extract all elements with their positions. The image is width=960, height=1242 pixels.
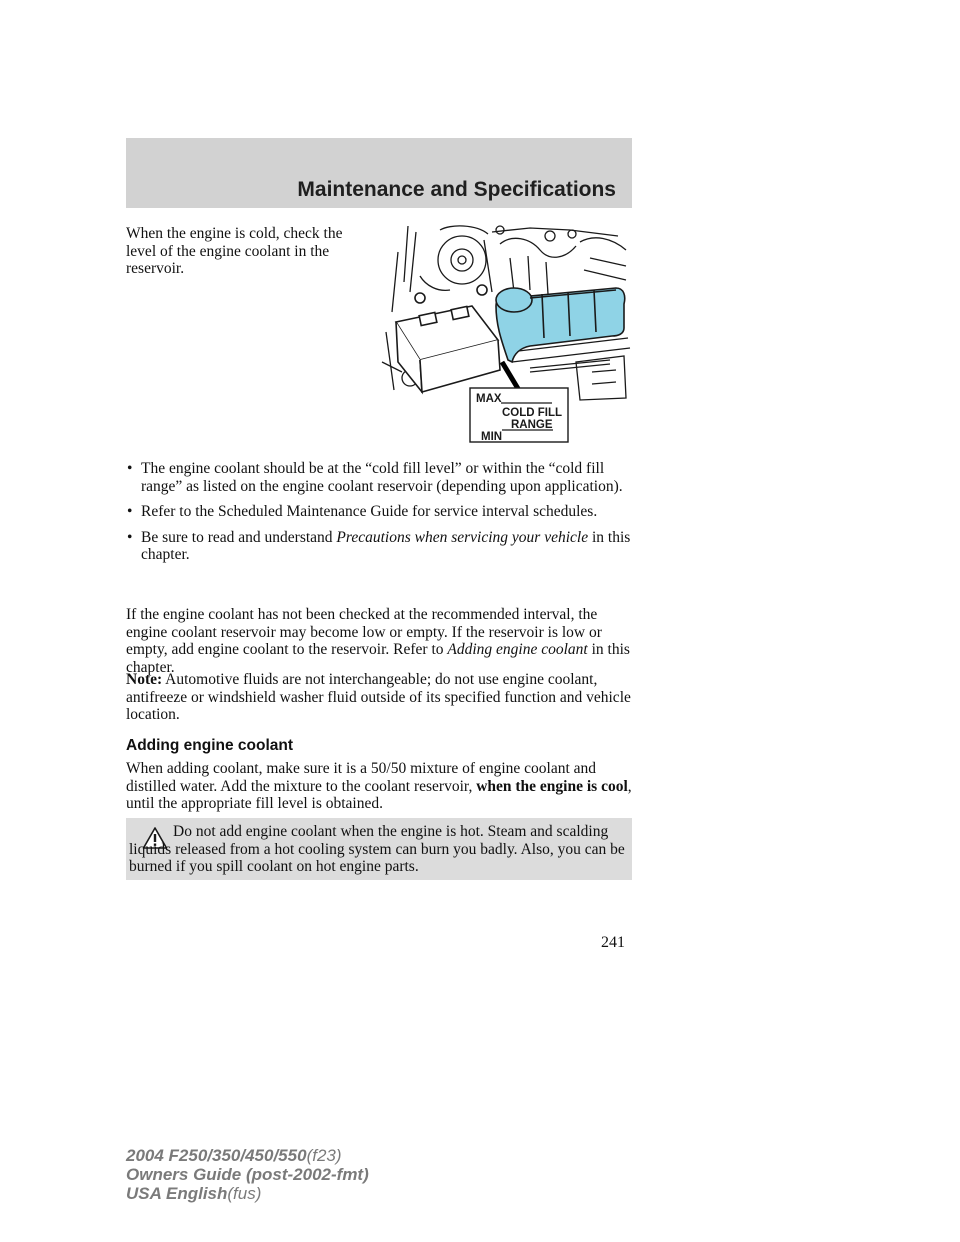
bullet-icon: •: [127, 503, 133, 520]
page-title: Maintenance and Specifications: [297, 178, 616, 201]
note-label: Note:: [126, 671, 163, 688]
label-max: MAX: [476, 393, 502, 405]
list-item: [126, 529, 634, 564]
bullet-list: [126, 460, 634, 572]
bullet-text-pre: Be sure to read and understand: [141, 528, 337, 546]
list-item: [126, 503, 634, 521]
bullet-text: Refer to the Scheduled Maintenance Guide for service interval schedules.: [141, 503, 598, 520]
label-cold-fill: COLD FILL: [502, 407, 563, 419]
warning-text: Do not add engine coolant when the engine is hot. Steam and scalding liquids released from a hot cooling system can burn you badly. Also, you can be burned if you spill coolant on hot engine parts.: [129, 823, 625, 875]
footer: [126, 1146, 369, 1203]
reservoir-cap: [496, 288, 532, 312]
paragraph-text: in this chapter.: [126, 641, 630, 676]
coolant-reservoir-figure: [380, 222, 632, 445]
paragraph-text: When adding coolant, make sure it is a 50/50 mixture of engine coolant and distilled water. Add the mixture to the coolant reservoir,: [126, 760, 597, 795]
list-item: [126, 460, 634, 495]
page-number: 241: [601, 934, 625, 951]
footer-guide: Owners Guide (post-2002-fmt): [126, 1165, 369, 1184]
paragraph-text: If the engine coolant has not been checked at the recommended interval, the engine coolant reservoir may become low or empty. If the reservoir is low or empty, add engine coolant to the reservoir. Refer to: [126, 606, 602, 658]
note-paragraph: [126, 671, 634, 724]
footer-language-code: (fus): [227, 1184, 262, 1203]
bullet-icon: •: [127, 460, 133, 477]
warning-box: [126, 818, 632, 880]
reservoir-low-paragraph: [126, 606, 634, 676]
label-min: MIN: [481, 431, 503, 443]
footer-language: USA English: [126, 1184, 228, 1203]
bullet-text: The engine coolant should be at the “cold fill level” or within the “cold fill range” as listed on the engine coolant reservoir (depending upon application).: [141, 460, 623, 495]
note-text: Automotive fluids are not interchangeable; do not use engine coolant, antifreeze or windshield washer fluid outside of its specified function and vehicle location.: [126, 671, 631, 723]
cross-reference: Adding engine coolant: [447, 641, 588, 658]
adding-coolant-paragraph: [126, 760, 634, 813]
cross-reference: Precautions when servicing your vehicle: [336, 528, 589, 546]
section-heading: Adding engine coolant: [126, 737, 294, 754]
bullet-icon: •: [127, 528, 133, 546]
intro-paragraph: When the engine is cold, check the level of the engine coolant in the reservoir.: [126, 225, 343, 277]
engine-bay-illustration: [380, 222, 632, 445]
label-range: RANGE: [511, 419, 553, 431]
header-band: [126, 138, 632, 208]
emphasis-text: when the engine is cool: [476, 777, 628, 795]
paragraph-text: , until the appropriate fill level is obtained.: [126, 777, 632, 812]
bullet-text-post: in this chapter.: [141, 528, 631, 563]
footer-model: 2004 F250/350/450/550: [126, 1146, 307, 1165]
footer-code: (f23): [306, 1146, 342, 1165]
